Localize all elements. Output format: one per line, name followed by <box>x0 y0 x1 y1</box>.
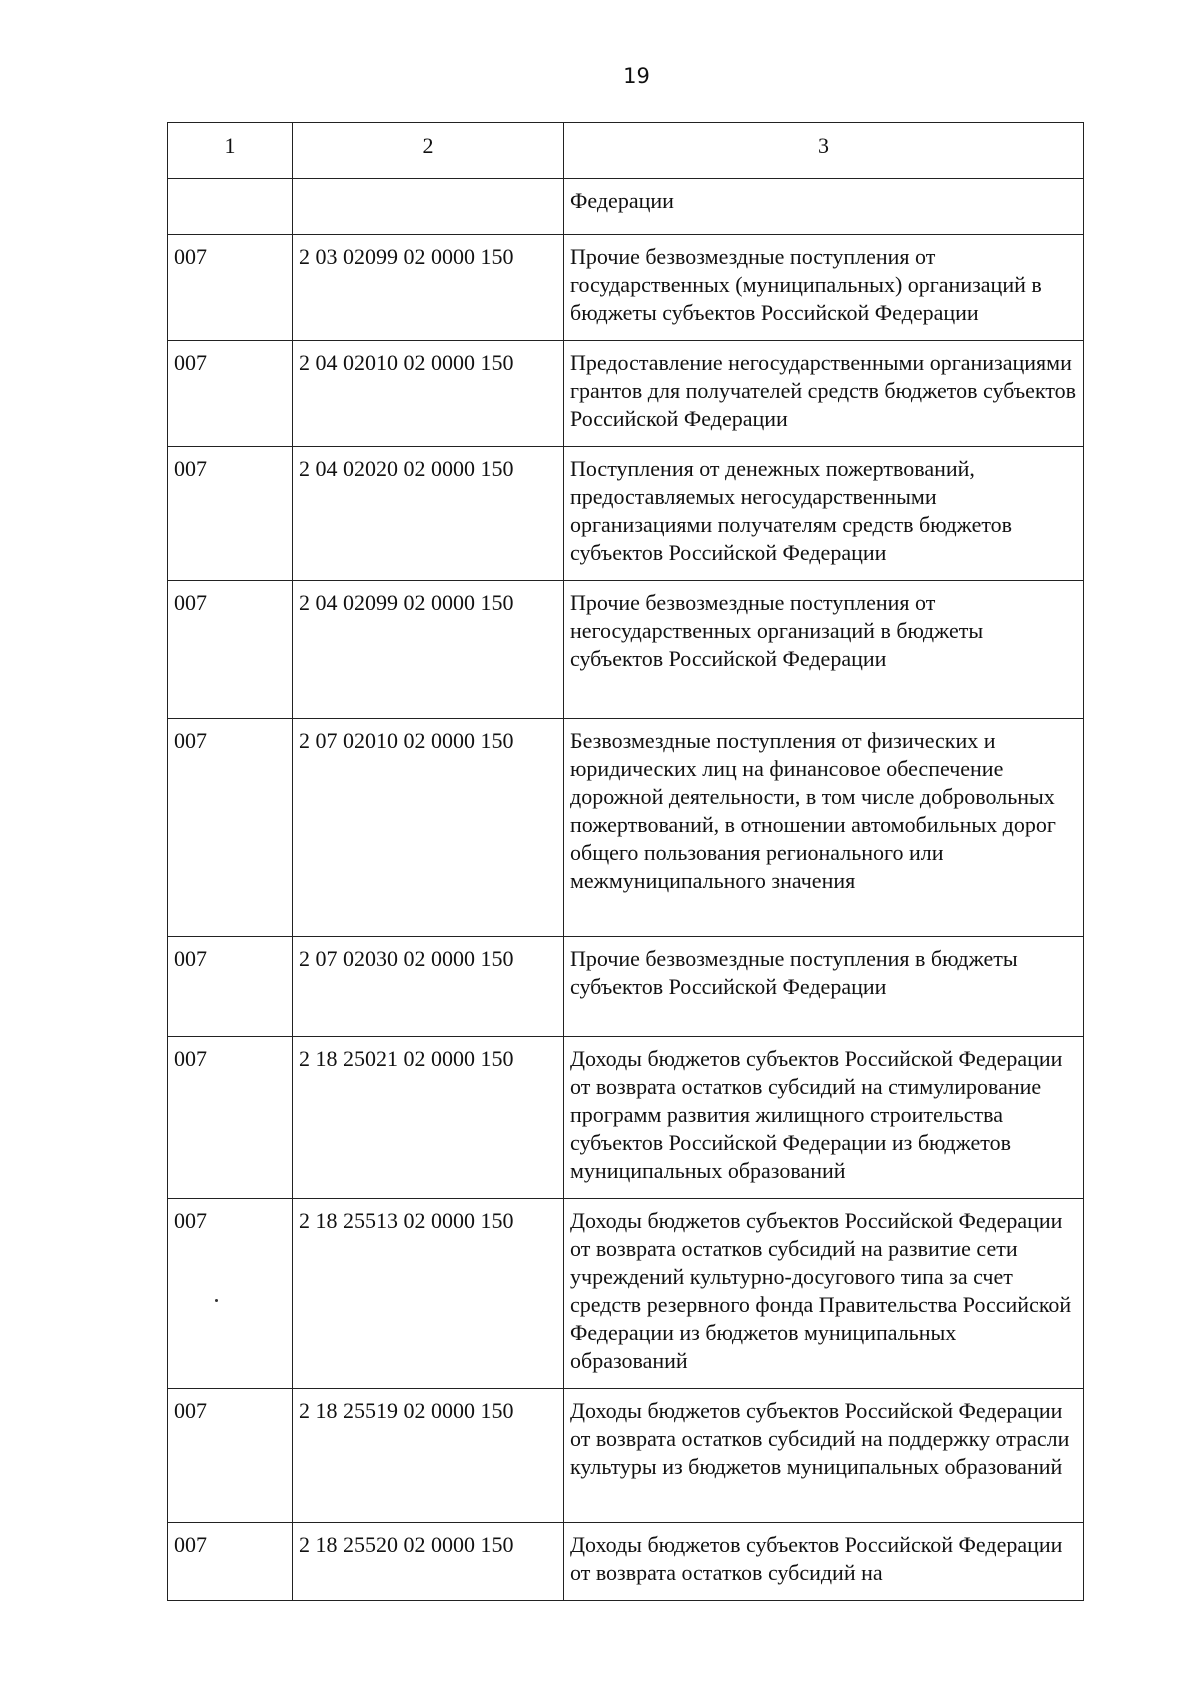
description-cell: Доходы бюджетов субъектов Российской Федерации от возврата остатков субсидий на <box>564 1523 1084 1601</box>
description-cell: Прочие безвозмездные поступления от государственных (муниципальных) организаций в бюджеты субъектов Российской Федерации <box>564 235 1084 341</box>
table-row <box>168 341 1084 447</box>
budget-code-cell: 2 18 25519 02 0000 150 <box>293 1389 564 1523</box>
table-row <box>168 1037 1084 1199</box>
table-row <box>168 581 1084 719</box>
table-row <box>168 1199 1084 1389</box>
admin-code-cell <box>168 179 293 235</box>
budget-code-cell: 2 18 25520 02 0000 150 <box>293 1523 564 1601</box>
description-cell: Федерации <box>564 179 1084 235</box>
budget-code-cell <box>293 179 564 235</box>
table-header-row <box>168 123 1084 179</box>
admin-code-cell: 007 <box>168 1523 293 1601</box>
description-cell: Доходы бюджетов субъектов Российской Федерации от возврата остатков субсидий на развитие сети учреждений культурно-досугового типа за счет средств резервного фонда Правительства Российской Федерации из бюджетов муниципальных образований <box>564 1199 1084 1389</box>
description-cell: Поступления от денежных пожертвований, предоставляемых негосударственными организациями получателям средств бюджетов субъектов Российской Федерации <box>564 447 1084 581</box>
admin-code-cell: 007 <box>168 581 293 719</box>
admin-code-cell: 007 <box>168 1037 293 1199</box>
budget-code-cell: 2 18 25513 02 0000 150 <box>293 1199 564 1389</box>
admin-code-cell: 007 <box>168 447 293 581</box>
header-col-1: 1 <box>168 123 293 179</box>
description-cell: Доходы бюджетов субъектов Российской Федерации от возврата остатков субсидий на поддержку отрасли культуры из бюджетов муниципальных образований <box>564 1389 1084 1523</box>
table-row <box>168 179 1084 235</box>
table-row <box>168 447 1084 581</box>
description-cell: Прочие безвозмездные поступления в бюджеты субъектов Российской Федерации <box>564 937 1084 1037</box>
description-cell: Безвозмездные поступления от физических и юридических лиц на финансовое обеспечение дорожной деятельности, в том числе добровольных пожертвований, в отношении автомобильных дорог общего пользования регионального или межмуниципального значения <box>564 719 1084 937</box>
scan-speck <box>215 1299 218 1302</box>
table-row <box>168 719 1084 937</box>
header-col-3: 3 <box>564 123 1084 179</box>
table-row <box>168 1389 1084 1523</box>
page-number: 19 <box>623 64 650 88</box>
header-col-2: 2 <box>293 123 564 179</box>
description-cell: Предоставление негосударственными организациями грантов для получателей средств бюджетов субъектов Российской Федерации <box>564 341 1084 447</box>
table-row <box>168 235 1084 341</box>
budget-code-cell: 2 03 02099 02 0000 150 <box>293 235 564 341</box>
table-row <box>168 937 1084 1037</box>
admin-code-cell: 007 <box>168 341 293 447</box>
table-row <box>168 1523 1084 1601</box>
budget-code-cell: 2 04 02020 02 0000 150 <box>293 447 564 581</box>
budget-code-cell: 2 18 25021 02 0000 150 <box>293 1037 564 1199</box>
admin-code-cell: 007 <box>168 1199 293 1389</box>
description-cell: Доходы бюджетов субъектов Российской Федерации от возврата остатков субсидий на стимулирование программ развития жилищного строительства субъектов Российской Федерации из бюджетов муниципальных образований <box>564 1037 1084 1199</box>
description-cell: Прочие безвозмездные поступления от негосударственных организаций в бюджеты субъектов Российской Федерации <box>564 581 1084 719</box>
admin-code-cell: 007 <box>168 719 293 937</box>
budget-code-cell: 2 04 02010 02 0000 150 <box>293 341 564 447</box>
revenue-codes-table <box>167 122 1084 1601</box>
budget-code-cell: 2 04 02099 02 0000 150 <box>293 581 564 719</box>
budget-code-cell: 2 07 02030 02 0000 150 <box>293 937 564 1037</box>
admin-code-cell: 007 <box>168 1389 293 1523</box>
budget-code-cell: 2 07 02010 02 0000 150 <box>293 719 564 937</box>
admin-code-cell: 007 <box>168 235 293 341</box>
admin-code-cell: 007 <box>168 937 293 1037</box>
